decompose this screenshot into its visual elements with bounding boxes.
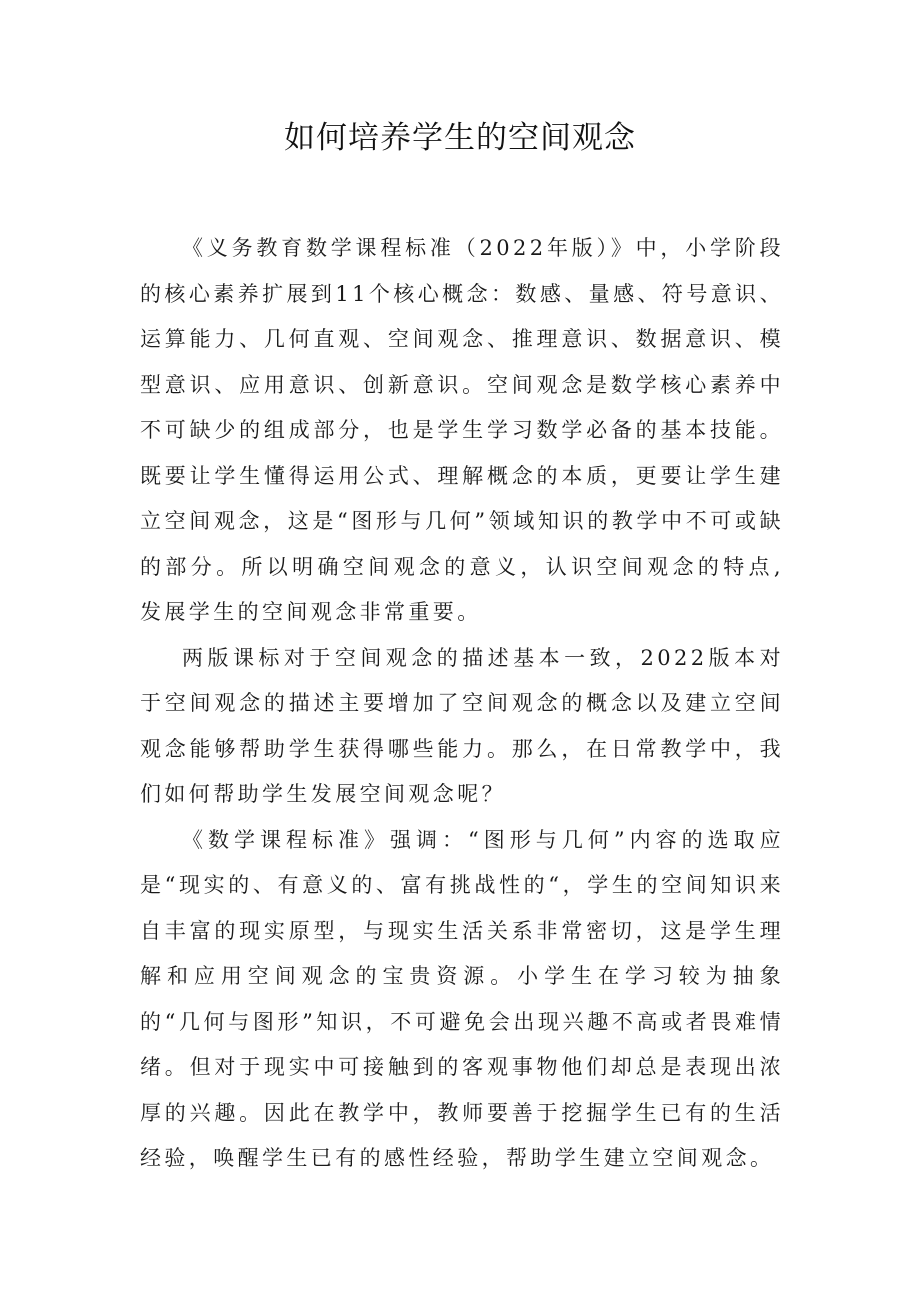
paragraph-curriculum-comparison: 两版课标对于空间观念的描述基本一致，2022版本对于空间观念的描述主要增加了空间观念的概念以及建立空间观念能够帮助学生获得哪些能力。那么，在日常教学中，我们如何帮助学生发展空间观念呢？ bbox=[140, 645, 784, 806]
paragraph-real-life-teaching: 《数学课程标准》强调：“图形与几何”内容的选取应是“现实的、有意义的、富有挑战性的“，学生的空间知识来自丰富的现实原型，与现实生活关系非常密切，这是学生理解和应用空间观念的宝贵资源。小学生在学习较为抽象的“几何与图形”知识，不可避免会出现兴趣不高或者畏难情绪。但对于现实中可接触到的客观事物他们却总是表现出浓厚的兴趣。因此在教学中，教师要善于挖掘学生已有的生活经验，唤醒学生已有的感性经验，帮助学生建立空间观念。 bbox=[140, 827, 784, 1170]
paragraph-intro: 《义务教育数学课程标准（2022年版）》中，小学阶段的核心素养扩展到11个核心概念：数感、量感、符号意识、运算能力、几何直观、空间观念、推理意识、数据意识、模型意识、应用意识、创新意识。空间观念是数学核心素养中不可缺少的组成部分，也是学生学习数学必备的基本技能。既要让学生懂得运用公式、理解概念的本质，更要让学生建立空间观念，这是“图形与几何”领域知识的教学中不可或缺的部分。所以明确空间观念的意义，认识空间观念的特点,发展学生的空间观念非常重要。 bbox=[140, 236, 784, 624]
document-body bbox=[140, 226, 784, 1182]
document-title: 如何培养学生的空间观念 bbox=[284, 120, 636, 156]
